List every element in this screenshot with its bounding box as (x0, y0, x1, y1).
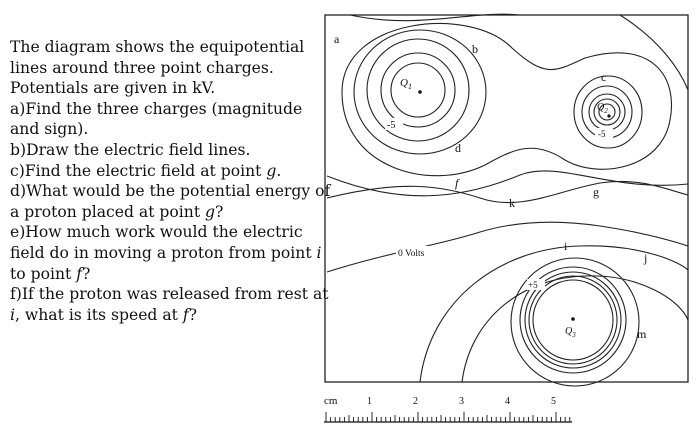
point-j: j (644, 251, 648, 265)
question-line-14-italic: i (10, 305, 15, 324)
q3-outer-arc-1 (420, 246, 688, 382)
q2-charge-dot (607, 114, 610, 117)
question-line-5: and sign). (10, 120, 89, 139)
question-line-7-text: c)Find the electric field at point (10, 161, 267, 180)
equipotential-lines (327, 14, 688, 386)
q3-outer-arc-2 (462, 276, 688, 382)
ruler-tick-1: 1 (367, 396, 372, 407)
question-line-7-italic: g (266, 161, 277, 180)
question-line-6: b)Draw the electric field lines. (10, 140, 251, 159)
question-line-2: lines around three point charges. (10, 58, 274, 77)
point-b: b (472, 42, 478, 56)
point-f: f (455, 176, 459, 190)
question-line-9-italic: g (205, 202, 216, 221)
point-c: c (601, 70, 607, 84)
question-line-12-italic: f (76, 264, 83, 283)
potential-zero-volts: 0 Volts (398, 249, 425, 259)
point-a: a (334, 32, 340, 46)
q1-label: $Q_1$ (400, 77, 412, 91)
question-line-14-tail-2: ? (188, 305, 198, 324)
ruler-tick-marks (326, 412, 570, 422)
ruler-tick-5: 5 (551, 396, 556, 407)
question-line-1: The diagram shows the equipotential (10, 38, 305, 56)
q3-charge-dot (571, 317, 575, 321)
question-line-14-italic-2: f (182, 305, 189, 324)
question-line-9-text: a proton placed at point (10, 202, 206, 221)
question-line-12-text: to point (10, 264, 77, 283)
q1-contour-2 (381, 53, 455, 127)
potential-pos5: +5 (528, 280, 538, 290)
q3-contour-5 (511, 258, 639, 386)
zero-volt-contour (327, 222, 688, 272)
q2-label: $Q_2$ (597, 102, 608, 115)
q1-contour-1 (391, 63, 445, 117)
potential-neg5-left: -5 (387, 120, 396, 131)
question-line-13: f)If the proton was released from rest at (10, 285, 329, 304)
point-g: g (593, 185, 599, 199)
ruler-tick-4: 4 (505, 396, 510, 407)
ruler (324, 395, 572, 422)
point-d: d (455, 141, 461, 155)
outer-negative-contour-right (620, 15, 688, 90)
ruler-tick-3: 3 (459, 396, 464, 407)
question-line-7-tail: . (276, 161, 282, 180)
question-line-11-text: field do in moving a proton from point (10, 243, 317, 262)
question-line-8: d)What would be the potential energy of (10, 182, 331, 201)
q3-label: $Q_3$ (565, 326, 576, 339)
ruler-unit: cm (324, 395, 338, 407)
question-line-11-italic: i (316, 243, 322, 262)
point-i: i (564, 239, 568, 253)
point-k: k (509, 196, 515, 210)
question-line-3: Potentials are given in kV. (10, 79, 216, 98)
question-line-4: a)Find the three charges (magnitude (10, 99, 303, 118)
question-line-12-tail: ? (82, 264, 91, 283)
question-line-10: e)How much work would the electric (10, 223, 303, 242)
ruler-tick-2: 2 (413, 396, 418, 407)
outer-negative-contour-1 (327, 171, 688, 196)
potential-neg5-right: -5 (598, 129, 606, 139)
q1-contour-3 (367, 39, 469, 141)
point-m: m (637, 327, 647, 341)
question-line-14-tail: , what is its speed at (15, 305, 183, 324)
q1-charge-dot (418, 90, 422, 94)
question-line-9-tail: ? (215, 202, 224, 221)
diagram-frame (325, 15, 688, 382)
